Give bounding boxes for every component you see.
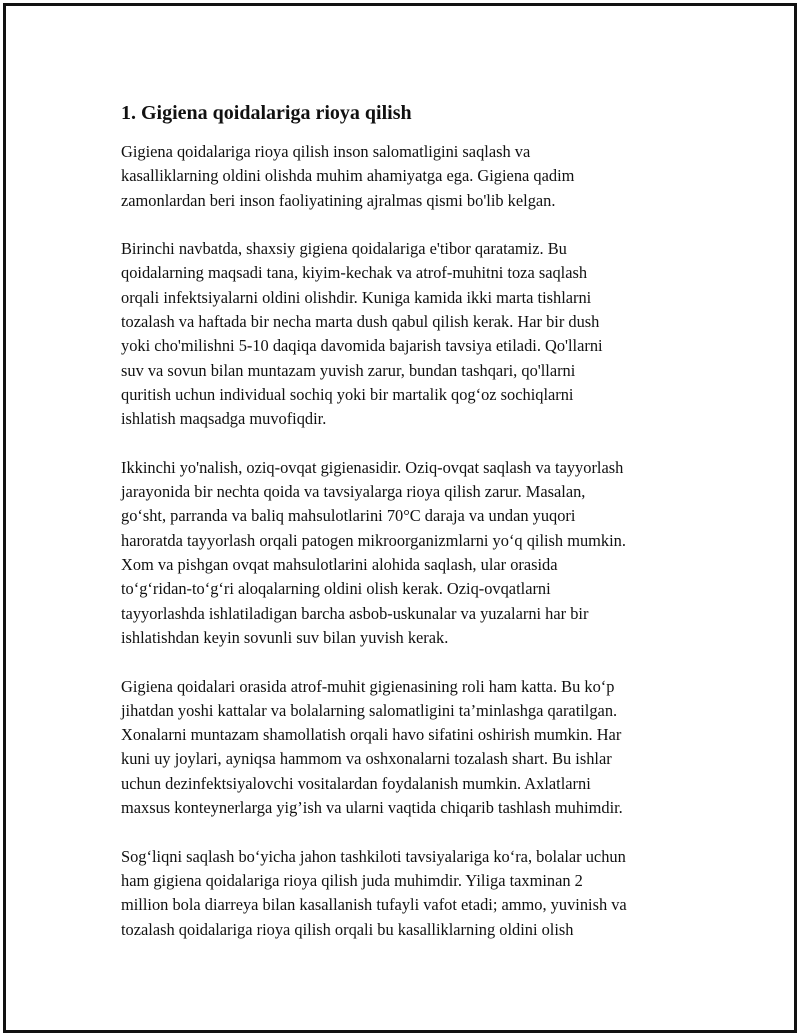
text-line: zamonlardan beri inson faoliyatining ajralmas qismi bo'lib kelgan.: [121, 190, 556, 210]
text-line: yoki cho'milishni 5-10 daqiqa davomida bajarish tavsiya etiladi. Qo'llarni: [121, 336, 603, 356]
text-line: qoidalarning maqsadi tana, kiyim-kechak va atrof-muhitni toza saqlash: [121, 263, 588, 283]
text-line: ishlatishdan keyin sovunli suv bilan yuvish kerak.: [121, 627, 449, 647]
text-line: haroratda tayyorlash orqali patogen mikroorganizmlarni yo‘q qilish mumkin.: [121, 530, 626, 550]
section-heading: 1. Gigiena qoidalariga rioya qilish: [121, 102, 412, 124]
text-line: orqali infektsiyalarni oldini olishdir. Kuniga kamida ikki marta tishlarni: [121, 287, 592, 307]
paragraph: [121, 237, 701, 431]
paragraph: [121, 456, 701, 650]
paragraph-list: [121, 140, 701, 942]
text-line: Sog‘liqni saqlash bo‘yicha jahon tashkiloti tavsiyalariga ko‘ra, bolalar uchun: [121, 846, 626, 866]
text-line: Ikkinchi yo'nalish, oziq-ovqat gigienasidir. Oziq-ovqat saqlash va tayyorlash: [121, 457, 624, 477]
text-line: maxsus konteynerlarga yig’ish va ularni vaqtida chiqarib tashlash muhimdir.: [121, 798, 623, 818]
text-line: ishlatish maqsadga muvofiqdir.: [121, 409, 327, 429]
text-line: jarayonida bir nechta qoida va tavsiyalarga rioya qilish zarur. Masalan,: [121, 482, 586, 502]
text-line: suv va sovun bilan muntazam yuvish zarur, bundan tashqari, qo'llarni: [121, 360, 576, 380]
text-line: to‘g‘ridan-to‘g‘ri aloqalarning oldini olish kerak. Oziq-ovqatlarni: [121, 579, 551, 599]
text-line: tozalash va haftada bir necha marta dush qabul qilish kerak. Har bir dush: [121, 312, 600, 332]
text-line: uchun dezinfektsiyalovchi vositalardan foydalanish mumkin. Axlatlarni: [121, 773, 591, 793]
text-line: million bola diarreya bilan kasallanish tufayli vafot etadi; ammo, yuvinish va: [121, 895, 627, 915]
text-line: Xom va pishgan ovqat mahsulotlarini alohida saqlash, ular orasida: [121, 555, 558, 575]
page-frame: [3, 3, 797, 1033]
text-line: Birinchi navbatda, shaxsiy gigiena qoidalariga e'tibor qaratamiz. Bu: [121, 239, 567, 259]
document-body: [121, 99, 701, 966]
text-line: ham gigiena qoidalariga rioya qilish juda muhimdir. Yiliga taxminan 2: [121, 870, 583, 890]
text-line: kasalliklarning oldini olishda muhim ahamiyatga ega. Gigiena qadim: [121, 166, 575, 186]
text-line: Xonalarni muntazam shamollatish orqali havo sifatini oshirish mumkin. Har: [121, 725, 622, 745]
text-line: Gigiena qoidalariga rioya qilish inson salomatligini saqlash va: [121, 142, 531, 161]
text-line: tozalash qoidalariga rioya qilish orqali bu kasalliklarning oldini olish: [121, 919, 574, 939]
text-line: Gigiena qoidalari orasida atrof-muhit gigienasining roli ham katta. Bu ko‘p: [121, 676, 615, 696]
paragraph: [121, 140, 701, 213]
text-line: quritish uchun individual sochiq yoki bir martalik qog‘oz sochiqlarni: [121, 384, 574, 404]
paragraph: [121, 845, 701, 942]
text-line: jihatdan yoshi kattalar va bolalarning salomatligini ta’minlashga qaratilgan.: [121, 700, 618, 720]
text-line: kuni uy joylari, ayniqsa hammom va oshxonalarni tozalash shart. Bu ishlar: [121, 749, 612, 769]
paragraph: [121, 675, 701, 821]
text-line: go‘sht, parranda va baliq mahsulotlarini 70°C daraja va undan yuqori: [121, 506, 576, 526]
text-line: tayyorlashda ishlatiladigan barcha asbob-uskunalar va yuzalarni har bir: [121, 603, 589, 623]
